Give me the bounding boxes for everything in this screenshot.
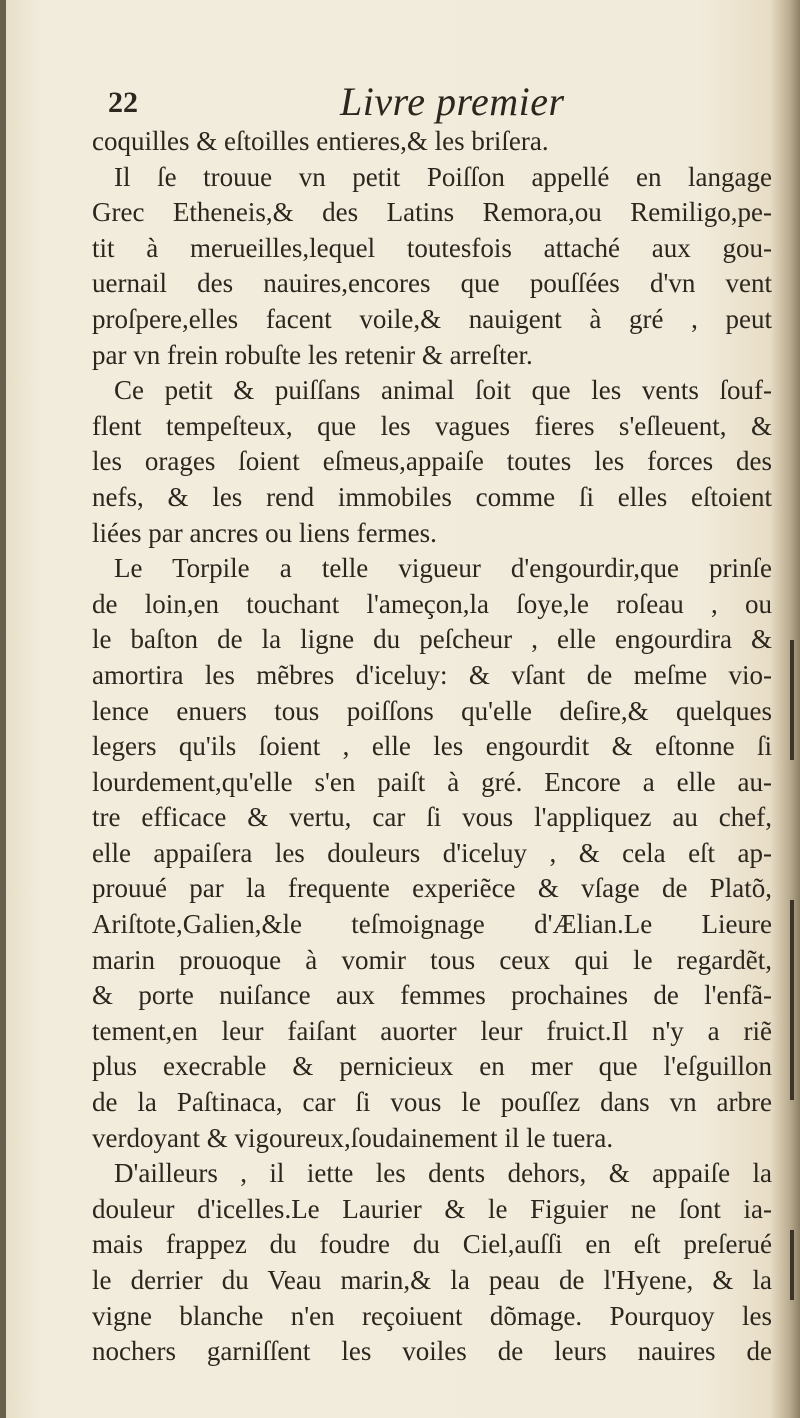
text-line: marin prouoque à vomir tous ceux qui le regardẽt, <box>92 944 772 975</box>
text-line: proſpere,elles facent voile,& nauigent à gré , peut <box>92 303 772 334</box>
text-line: liées par ancres ou liens fermes. <box>92 517 437 548</box>
text-line: par vn frein robuſte les retenir & arreſter. <box>92 339 533 370</box>
text-line: Ariſtote,Galien,&le teſmoignage d'Ælian.Le Lieure <box>92 909 772 940</box>
text-line: Ce petit & puiſſans animal ſoit que les vents ſouf- <box>114 375 772 406</box>
text-line: uernail des nauires,encores que pouſſées d'vn vent <box>92 268 772 299</box>
text-line: plus execrable & pernicieux en mer que l'eſguillon <box>92 1051 772 1082</box>
page-edge-mark <box>790 1230 794 1300</box>
text-line: de loin,en touchant l'ameçon,la ſoye,le roſeau , ou <box>92 588 772 619</box>
text-line: & porte nuiſance aux femmes prochaines de l'enfã- <box>92 980 772 1011</box>
text-line: douleur d'icelles.Le Laurier & le Figuier ne ſont ia- <box>92 1193 772 1224</box>
text-line: amortira les mẽbres d'iceluy: & vſant de meſme vio- <box>92 659 772 690</box>
binding-edge <box>0 0 6 1418</box>
text-line: coquilles & eſtoilles entieres,& les briſera. <box>92 126 549 156</box>
text-line: de la Paſtinaca, car ſi vous le pouſſez dans vn arbre <box>92 1087 772 1118</box>
text-line: vigne blanche n'en reçoiuent dõmage. Pourquoy les <box>92 1300 772 1331</box>
text-line: lence enuers tous poiſſons qu'elle deſire,& quelques <box>92 695 772 726</box>
text-line: nochers garniſſent les voiles de leurs nauires de <box>92 1336 772 1367</box>
body-text <box>92 124 772 1370</box>
text-line: le derrier du Veau marin,& la peau de l'Hyene, & la <box>92 1265 772 1295</box>
text-line: prouué par la frequente experiẽce & vſage de Platõ, <box>92 873 772 904</box>
text-line: le baſton de la ligne du peſcheur , elle engourdira & <box>92 624 772 655</box>
text-line: nefs, & les rend immobiles comme ſi elles eſtoient <box>92 481 772 512</box>
text-line: elle appaiſera les douleurs d'iceluy , & cela eſt ap- <box>92 837 772 868</box>
text-line: tement,en leur faiſant auorter leur fruict.Il n'y a riẽ <box>92 1015 772 1046</box>
page-number: 22 <box>108 86 138 119</box>
text-line: Grec Etheneis,& des Latins Remora,ou Remiligo,pe- <box>92 197 772 228</box>
page-edge-mark <box>790 640 794 760</box>
text-line: mais frappez du foudre du Ciel,auſſi en eſt preſerué <box>92 1229 772 1260</box>
running-title: Livre premier <box>340 79 565 124</box>
text-line: Il ſe trouue vn petit Poiſſon appellé en langage <box>114 161 772 192</box>
text-line: verdoyant & vigoureux,ſoudainement il le tuera. <box>92 1122 614 1153</box>
text-line: Le Torpile a telle vigueur d'engourdir,que prinſe <box>114 553 772 584</box>
page-edge-mark <box>790 900 794 1100</box>
text-line: tit à merueilles,lequel toutesfois attaché aux gou- <box>92 232 772 263</box>
text-line: les orages ſoient eſmeus,appaiſe toutes les forces des <box>92 446 772 477</box>
text-line: flent tempeſteux, que les vagues fieres s'eſleuent, & <box>92 410 772 441</box>
text-line: lourdement,qu'elle s'en paiſt à gré. Encore a elle au- <box>92 766 772 797</box>
running-head <box>108 78 748 128</box>
text-line: tre efficace & vertu, car ſi vous l'appliquez au chef, <box>92 802 772 833</box>
text-line: legers qu'ils ſoient , elle les engourdit & eſtonne ſi <box>92 731 772 762</box>
text-line: D'ailleurs , il iette les dents dehors, & appaiſe la <box>114 1158 772 1189</box>
